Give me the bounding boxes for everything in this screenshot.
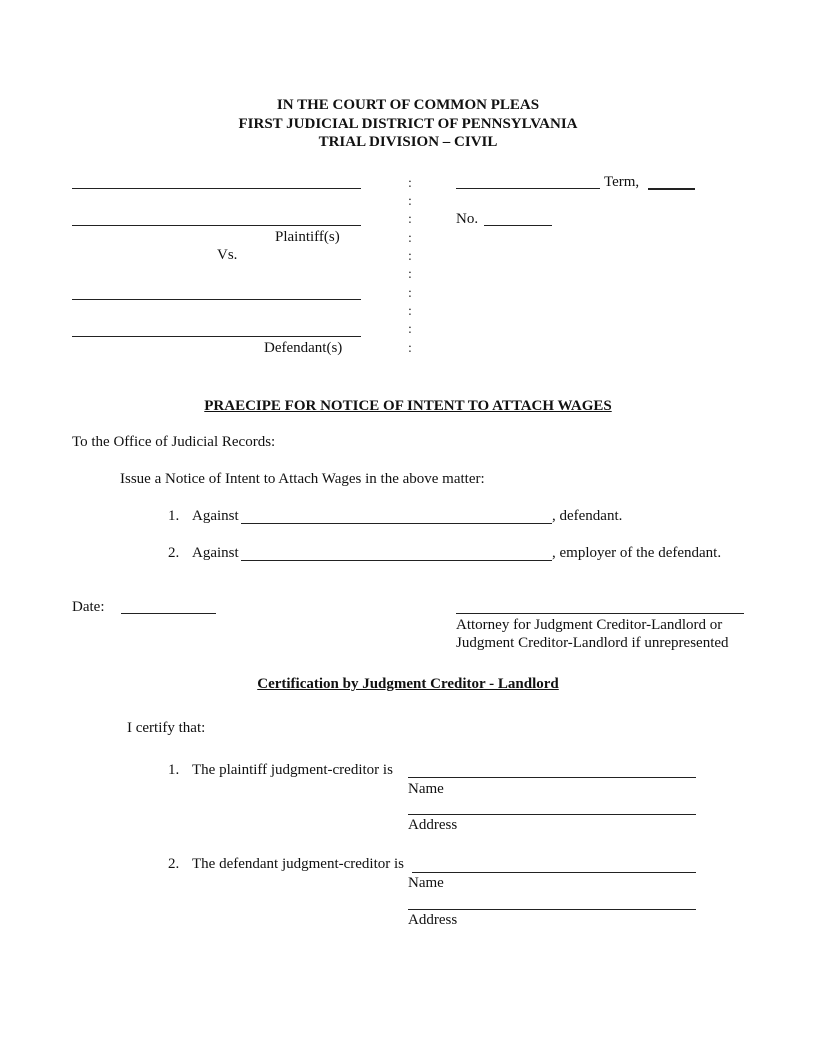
caption-colon: : (408, 176, 412, 191)
caption-colon: : (408, 231, 412, 246)
caption-colon: : (408, 286, 412, 301)
salutation: To the Office of Judicial Records: (72, 434, 276, 450)
caption-colon: : (408, 249, 412, 264)
defendant-creditor-address-field[interactable] (408, 894, 696, 910)
against-label: Against (192, 545, 239, 561)
address-label: Address (408, 817, 458, 833)
defendant-against-field[interactable] (241, 508, 552, 524)
division-name: TRIAL DIVISION – CIVIL (318, 134, 498, 150)
caption-colon: : (408, 322, 412, 337)
vs-label: Vs. (217, 247, 238, 263)
defendant-creditor-label: The defendant judgment-creditor is (192, 856, 405, 872)
date-label: Date: (72, 599, 105, 615)
employer-against-field[interactable] (241, 545, 552, 561)
praecipe-title: PRAECIPE FOR NOTICE OF INTENT TO ATTACH WAGES (204, 398, 612, 414)
docket-number-field[interactable] (484, 210, 552, 226)
caption-colon: : (408, 267, 412, 282)
plaintiff-name-field-1[interactable] (72, 173, 361, 189)
term-label: Term, (604, 174, 640, 190)
name-label: Name (408, 875, 444, 891)
defendant-creditor-name-field[interactable] (412, 857, 696, 873)
plaintiff-name-field-2[interactable] (72, 210, 361, 226)
district-name: FIRST JUDICIAL DISTRICT OF PENNSYLVANIA (238, 116, 578, 132)
defendant-name-field-1[interactable] (72, 284, 361, 300)
plaintiff-creditor-address-field[interactable] (408, 799, 696, 815)
plaintiff-creditor-name-field[interactable] (408, 762, 696, 778)
caption-colon: : (408, 194, 412, 209)
address-label: Address (408, 912, 458, 928)
defendant-name-field-2[interactable] (72, 321, 361, 337)
defendant-suffix: , defendant. (552, 508, 623, 524)
item-number: 2. (168, 856, 180, 872)
certification-title: Certification by Judgment Creditor - Landlord (257, 676, 559, 692)
item-number: 1. (168, 762, 180, 778)
item-number: 1. (168, 508, 180, 524)
date-field[interactable] (121, 598, 216, 614)
employer-suffix: , employer of the defendant. (552, 545, 722, 561)
court-name: IN THE COURT OF COMMON PLEAS (276, 97, 540, 113)
docket-number-label: No. (456, 211, 479, 227)
caption-colon: : (408, 304, 412, 319)
against-label: Against (192, 508, 239, 524)
certify-intro: I certify that: (127, 720, 206, 736)
signer-label-line2: Judgment Creditor-Landlord if unrepresented (456, 635, 729, 651)
signature-field[interactable] (456, 598, 744, 614)
name-label: Name (408, 781, 444, 797)
defendant-label: Defendant(s) (264, 340, 343, 356)
caption-colon: : (408, 212, 412, 227)
caption-colon: : (408, 341, 412, 356)
plaintiff-creditor-label: The plaintiff judgment-creditor is (192, 762, 393, 778)
plaintiff-label: Plaintiff(s) (275, 229, 340, 245)
term-field[interactable] (456, 173, 600, 189)
signer-label-line1: Attorney for Judgment Creditor-Landlord or (456, 617, 723, 633)
instruction: Issue a Notice of Intent to Attach Wages in the above matter: (120, 471, 485, 487)
item-number: 2. (168, 545, 180, 561)
term-year-field[interactable] (648, 173, 695, 189)
